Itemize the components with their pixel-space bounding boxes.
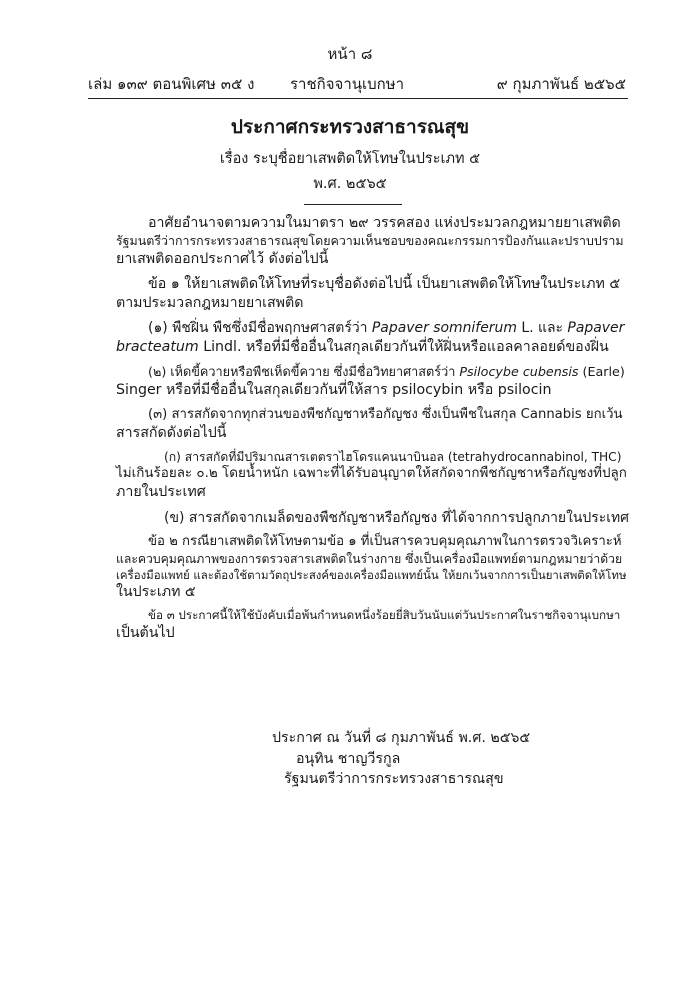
document-year: พ.ศ. ๒๕๖๕	[313, 176, 387, 192]
scientific-name: Papaver	[567, 320, 625, 337]
item-2-line: Singer หรือที่มีชื่ออื่นในสกุลเดียวกันที่ให้สาร psilocybin หรือ psilocin	[116, 381, 552, 398]
item-1-line	[116, 319, 628, 338]
clause-2-line: เครื่องมือแพทย์ และต้องใช้ตามวัตถุประสงค์ของเครื่องมือแพทย์นั้น ให้ยกเว้นจากการเป็นยาเสพติดให้โทษ	[116, 567, 627, 582]
clause-1-line: ตามประมวลกฎหมายยาเสพติด	[116, 295, 304, 312]
clause-3-line: เป็นต้นไป	[116, 625, 175, 642]
clause-2-line: ข้อ ๒ กรณียาเสพติดให้โทษตามข้อ ๑ ที่เป็นสารควบคุมคุณภาพในการตรวจวิเคราะห์	[148, 534, 622, 550]
clause-2	[116, 533, 628, 602]
document-body	[116, 214, 628, 649]
preamble-paragraph	[116, 214, 628, 269]
gazette-name: ราชกิจจานุเบกษา	[290, 75, 405, 93]
item-2-text: (๒) เห็ดขี้ควายหรือพืชเห็ดขี้ควาย ซึ่งมีชื่อวิทยาศาสตร์ว่า	[148, 364, 460, 380]
item-3-cannabis	[116, 406, 628, 443]
gazette-date: ๙ กุมภาพันธ์ ๒๕๖๕	[496, 75, 626, 93]
title-rule	[304, 204, 402, 205]
clause-3-line: ข้อ ๓ ประกาศนี้ให้ใช้บังคับเมื่อพ้นกำหนดหนึ่งร้อยยี่สิบวันนับแต่วันประกาศในราชกิจจานุเบกษา	[148, 608, 621, 623]
signatory-name: อนุทิน ชาญวีรกูล	[296, 750, 401, 767]
header-rule	[88, 98, 628, 99]
signature-block	[272, 728, 530, 790]
item-3a-line: ไม่เกินร้อยละ ๐.๒ โดยน้ำหนัก เฉพาะที่ได้รับอนุญาตให้สกัดจากพืชกัญชาหรือกัญชงที่ปลูก	[116, 466, 627, 482]
signatory-position: รัฐมนตรีว่าการกระทรวงสาธารณสุข	[284, 771, 504, 788]
document-subject: เรื่อง ระบุชื่อยาเสพติดให้โทษในประเภท ๕	[219, 151, 481, 167]
clause-2-line: และควบคุมคุณภาพของการตรวจสารเสพติดในร่างกาย ซึ่งเป็นเครื่องมือแพทย์ตามกฎหมายว่าด้วย	[116, 552, 623, 567]
preamble-line: รัฐมนตรีว่าการกระทรวงสาธารณสุขโดยความเห็นชอบของคณะกรรมการป้องกันและปราบปราม	[116, 233, 624, 249]
preamble-line: ยาเสพติดออกประกาศไว้ ดังต่อไปนี้	[116, 250, 329, 267]
item-2-line	[116, 363, 628, 380]
item-1-text: L. และ	[516, 320, 568, 337]
item-1-text: (๑) พืชฝิ่น พืชซึ่งมีชื่อพฤกษศาสตร์ว่า	[148, 320, 372, 337]
item-2-text: (Earle)	[578, 364, 625, 380]
page-number: หน้า ๘	[327, 45, 373, 63]
preamble-line: อาศัยอำนาจตามความในมาตรา ๒๙ วรรคสอง แห่งประมวลกฎหมายยาเสพติด	[148, 215, 621, 231]
scientific-name: Papaver somniferum	[371, 320, 517, 337]
clause-2-line: ในประเภท ๕	[116, 584, 196, 601]
clause-1-line: ข้อ ๑ ให้ยาเสพติดให้โทษที่ระบุชื่อดังต่อไปนี้ เป็นยาเสพติดให้โทษในประเภท ๕	[148, 276, 621, 293]
scientific-name: bracteatum	[116, 339, 199, 356]
gazette-volume: เล่ม ๑๓๙ ตอนพิเศษ ๓๕ ง	[88, 75, 255, 93]
item-2-mushroom	[116, 363, 628, 399]
item-3-line: สารสกัดดังต่อไปนี้	[116, 424, 227, 441]
item-3a-line: ภายในประเทศ	[116, 484, 206, 501]
item-1-line	[116, 338, 628, 357]
item-1-text: Lindl. หรือที่มีชื่ออื่นในสกุลเดียวกันที่ให้ฝิ่นหรือแอลคาลอยด์ของฝิ่น	[198, 339, 609, 356]
item-1-opium	[116, 319, 628, 357]
clause-1	[116, 275, 628, 313]
item-3b-line: (ข) สารสกัดจากเมล็ดของพืชกัญชาหรือกัญชง ที่ได้จากการปลูกภายในประเทศ	[164, 509, 630, 526]
item-3-line: (๓) สารสกัดจากทุกส่วนของพืชกัญชาหรือกัญชง ซึ่งเป็นพืชในสกุล Cannabis ยกเว้น	[148, 406, 623, 422]
item-3a-exception	[116, 449, 628, 503]
clause-3	[116, 608, 628, 643]
item-3b-exception	[116, 509, 628, 528]
scientific-name: Psilocybe cubensis	[459, 364, 579, 380]
item-3a-line: (ก) สารสกัดที่มีปริมาณสารเตตราไฮโดรแคนนาบินอล (tetrahydrocannabinol, THC)	[164, 449, 622, 464]
announcement-date: ประกาศ ณ วันที่ ๘ กุมภาพันธ์ พ.ศ. ๒๕๖๕	[272, 730, 531, 746]
document-title: ประกาศกระทรวงสาธารณสุข	[230, 116, 470, 138]
